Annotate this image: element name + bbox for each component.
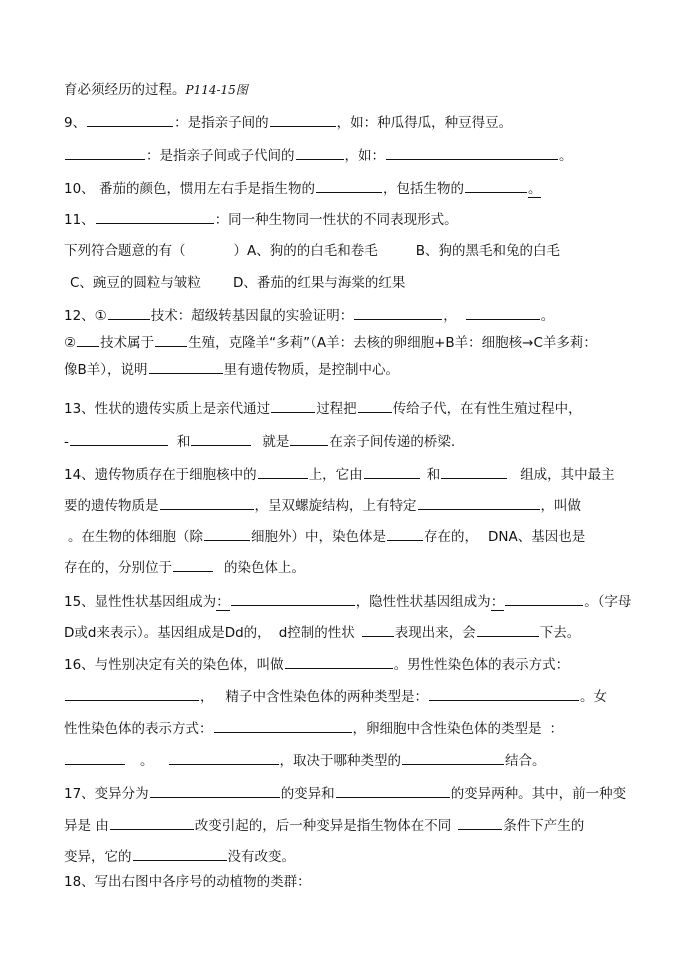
text: 组成，其中最主	[520, 467, 615, 483]
text: 。（字母	[584, 594, 632, 610]
text: 传给子代，在有性生殖过程中，	[392, 401, 582, 417]
question-16-line-4	[64, 751, 546, 770]
answer-blank[interactable]	[296, 146, 344, 160]
text: 。女	[580, 689, 607, 705]
text: 。	[540, 308, 555, 324]
answer-blank[interactable]	[465, 179, 527, 193]
text: ，	[443, 308, 457, 324]
choice-d: D、番茄的红果与海棠的红果	[232, 275, 406, 291]
text: ：	[549, 721, 563, 737]
text: 技术属于	[100, 335, 155, 351]
answer-blank[interactable]	[418, 496, 540, 510]
text: 在亲子间传递的桥梁.	[329, 434, 456, 450]
answer-blank[interactable]	[214, 719, 352, 733]
question-17-line-3	[64, 847, 295, 866]
text: 。男性性染色体的表示方式：	[393, 657, 570, 673]
question-11-choices-line-2	[70, 274, 405, 292]
text: 生殖，克隆羊“多莉”（A羊：去核的卵细胞+B羊：细胞核→C羊多莉：	[188, 335, 597, 351]
question-11	[64, 210, 458, 229]
answer-blank[interactable]	[387, 527, 423, 541]
question-14-line-1	[64, 465, 615, 484]
answer-blank[interactable]	[169, 751, 279, 765]
answer-blank[interactable]	[358, 399, 392, 413]
question-11-choices-line-1	[64, 242, 560, 260]
text: 就是	[262, 434, 290, 450]
answer-blank[interactable]	[441, 465, 507, 479]
question-18	[64, 873, 311, 891]
question-16-line-3	[64, 719, 563, 738]
question-14-line-4	[64, 558, 305, 577]
answer-blank[interactable]	[149, 360, 223, 374]
question-14-line-3	[68, 527, 585, 546]
choice-a: ）A、狗的的白毛和卷毛	[233, 243, 378, 259]
line-fragment	[64, 81, 248, 99]
text: 14、遗传物质存在于细胞核中的	[64, 467, 257, 483]
text: 和	[176, 434, 191, 450]
text: 存在的，	[424, 529, 478, 545]
question-number: 11、	[64, 212, 95, 228]
question-12-line-3	[64, 360, 399, 379]
text: 里有遗传物质，是控制中心。	[223, 362, 400, 378]
text: ，如：	[344, 148, 385, 164]
text: ，叫做	[540, 498, 581, 514]
answer-blank[interactable]	[258, 465, 308, 479]
text: 存在的，分别位于	[64, 560, 172, 576]
answer-blank[interactable]	[110, 816, 194, 830]
text: ：同一种生物同一性状的不同表现形式。	[214, 212, 458, 228]
text: DNA、基因也是	[488, 529, 586, 545]
answer-blank[interactable]	[285, 655, 393, 669]
text: 。	[140, 753, 154, 769]
text: ，卵细胞中含性染色体的类型是	[352, 721, 542, 737]
text: D或d来表示）。基因组成是Dd的，	[64, 625, 271, 641]
answer-blank[interactable]	[316, 179, 382, 193]
answer-blank[interactable]	[466, 306, 540, 320]
text: 变异，它的	[64, 849, 132, 865]
text: ：	[216, 594, 230, 610]
text: 下列符合题意的有（	[64, 243, 186, 259]
text: 技术：超级转基因鼠的实验证明：	[150, 308, 354, 324]
answer-blank[interactable]	[362, 623, 394, 637]
answer-blank[interactable]	[173, 558, 213, 572]
text: 17、变异分为	[64, 786, 149, 802]
answer-blank[interactable]	[354, 306, 442, 320]
text: 13、性状的遗传实质上是亲代通过	[64, 401, 271, 417]
text: 和	[426, 467, 441, 483]
question-17-line-2	[64, 816, 584, 835]
question-16-line-1	[64, 655, 569, 674]
answer-blank[interactable]	[364, 465, 420, 479]
text: 过程把	[316, 401, 357, 417]
answer-blank[interactable]	[505, 592, 583, 606]
question-number: 12、①	[64, 308, 107, 324]
answer-blank[interactable]	[65, 687, 199, 701]
answer-blank[interactable]	[271, 399, 315, 413]
text: 要的遗传物质是	[64, 498, 159, 514]
text: ，呈双螺旋结构，上有特定	[254, 498, 417, 514]
answer-blank[interactable]	[65, 751, 125, 765]
question-16-line-2	[64, 687, 607, 706]
question-17-line-1	[64, 784, 626, 803]
question-13-line-1	[64, 399, 582, 418]
answer-blank[interactable]	[70, 432, 168, 446]
text: 16、与性别决定有关的染色体，叫做	[64, 657, 284, 673]
answer-blank[interactable]	[204, 527, 250, 541]
text: 下去。	[539, 625, 581, 641]
text: ：是指亲子间的	[174, 115, 269, 131]
text: -	[64, 434, 69, 450]
answer-blank[interactable]	[429, 687, 579, 701]
text: 。在生物的体细胞（除	[68, 529, 203, 545]
text: ：	[490, 594, 505, 610]
answer-blank[interactable]	[65, 146, 145, 160]
text: 的变异两种。其中，前一种变	[450, 786, 627, 802]
choice-c: C、豌豆的圆粒与皱粒	[70, 275, 201, 291]
answer-blank[interactable]	[336, 784, 450, 798]
text: 育必须经历的过程。	[64, 82, 186, 98]
answer-blank[interactable]	[150, 784, 280, 798]
text: 10、 番茄的颜色，惯用左右手是指生物的	[64, 181, 315, 197]
text: ②	[64, 335, 77, 351]
answer-blank[interactable]	[155, 333, 187, 347]
choice-b: B、狗的黑毛和兔的白毛	[415, 243, 561, 259]
answer-blank[interactable]	[96, 210, 214, 224]
answer-blank[interactable]	[191, 432, 251, 446]
answer-blank[interactable]	[290, 432, 328, 446]
text: 改变引起的，后一种变异是指生物体在不同	[194, 818, 452, 834]
answer-blank[interactable]	[458, 816, 502, 830]
text: ，如：种瓜得瓜，种豆得豆。	[336, 115, 513, 131]
text: 。	[527, 181, 542, 197]
question-12-line-2	[64, 333, 597, 352]
text: ，隐性性状基因组成为	[355, 594, 491, 610]
question-12-line-1	[64, 306, 554, 325]
answer-blank[interactable]	[133, 847, 227, 861]
answer-blank[interactable]	[77, 333, 99, 347]
text: 表现出来，会	[394, 625, 476, 641]
question-10	[64, 179, 541, 198]
answer-blank[interactable]	[477, 623, 539, 637]
answer-blank[interactable]	[108, 306, 150, 320]
text: d控制的性状	[278, 625, 355, 641]
question-13-line-2	[64, 432, 455, 451]
question-9-line-1	[64, 113, 512, 132]
answer-blank[interactable]	[386, 146, 558, 160]
text: ，包括生物的	[382, 181, 464, 197]
text: 细胞外）中，染色体是	[251, 529, 386, 545]
question-14-line-2	[64, 496, 581, 515]
answer-blank[interactable]	[270, 113, 336, 127]
answer-blank[interactable]	[87, 113, 173, 127]
text: 条件下产生的	[503, 818, 585, 834]
text: 上，它由	[308, 467, 363, 483]
question-number: 9、	[64, 115, 87, 131]
text: ：是指亲子间或子代间的	[146, 148, 295, 164]
text: 没有改变。	[227, 849, 295, 865]
page-reference: P114-15图	[185, 83, 248, 97]
text: 的变异和	[280, 786, 335, 802]
text: ，	[200, 689, 214, 705]
text: 的染色体上。	[224, 560, 305, 576]
text: 精子中含性染色体的两种类型是：	[225, 689, 428, 705]
text: 异是 由	[64, 818, 109, 834]
text: 像B羊），说明	[64, 362, 148, 378]
answer-blank[interactable]	[231, 592, 355, 606]
text: 15、显性性状基因组成为	[64, 594, 217, 610]
question-9-line-2	[64, 146, 573, 165]
text: ，取决于哪种类型的	[279, 753, 401, 769]
question-15-line-2	[64, 623, 580, 642]
answer-blank[interactable]	[160, 496, 254, 510]
question-15-line-1	[64, 592, 631, 611]
text: 18、写出右图中各序号的动植物的类群：	[64, 874, 311, 890]
answer-blank[interactable]	[402, 751, 504, 765]
text: 性性染色体的表示方式：	[64, 721, 213, 737]
text: 。	[559, 148, 573, 164]
text: 结合。	[505, 753, 546, 769]
